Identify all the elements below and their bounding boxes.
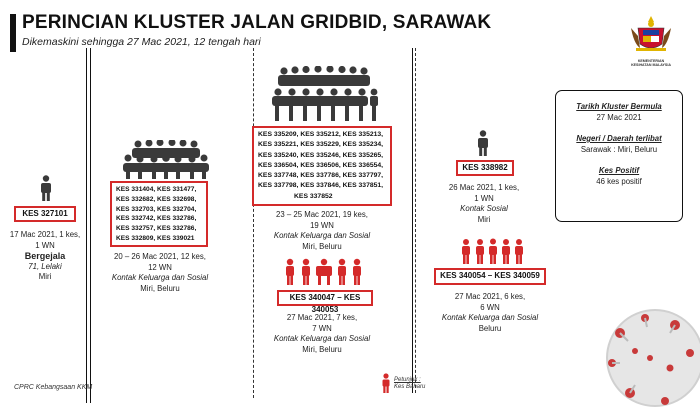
relation: Kontak Keluarga dan Sosial <box>441 313 539 322</box>
case-box-g4 <box>277 290 373 314</box>
case-line: KES 337798, KES 337846, KES 337851, <box>258 182 384 190</box>
relation: Kontak Keluarga dan Sosial <box>111 273 209 282</box>
case-id: KES 327101 <box>22 209 68 218</box>
case-box-g3 <box>252 126 392 206</box>
location: Miri, Beluru <box>140 283 180 293</box>
count-line: 1 WN <box>35 240 55 250</box>
count-line: 1 WN <box>474 193 494 203</box>
case-id: KES 340047 – KES 340053 <box>289 293 361 314</box>
date-line: 26 Mac 2021, 1 kes, <box>448 183 520 192</box>
location: Miri <box>477 214 491 224</box>
case-box-g6 <box>434 268 546 285</box>
person-icon <box>39 175 53 201</box>
page-subtitle: Dikemaskini sehingga 27 Mac 2021, 12 tengah hari <box>22 36 261 48</box>
relation: Kontak Sosial <box>460 204 508 213</box>
relation: Kontak Keluarga dan Sosial <box>273 334 371 343</box>
date-line: 17 Mac 2021, 1 kes, <box>9 230 81 239</box>
positive-cases-label: Kes Positif <box>598 166 640 175</box>
case-line: KES 335209, KES 335212, KES 335213, <box>258 131 384 138</box>
connector-line-1b <box>90 48 91 403</box>
count-line: 6 WN <box>480 302 500 312</box>
connector-line-3 <box>415 48 416 393</box>
case-box-g1 <box>14 206 76 222</box>
location: Beluru <box>478 323 502 333</box>
group-info-g1 <box>2 230 88 283</box>
source-footer: CPRC Kebangsaan KKM <box>14 384 93 391</box>
date-line: 27 Mac 2021, 7 kes, <box>286 313 358 322</box>
logo-text: KEMENTERIAN KESIHATAN MALAYSIA <box>631 59 671 67</box>
case-line: KES 332703, KES 332704, <box>116 205 197 213</box>
legend <box>394 377 444 391</box>
case-line: KES 332742, KES 332786, <box>116 215 197 223</box>
legend-item: Kes Baharu <box>394 384 426 390</box>
location: Miri, Beluru <box>302 344 342 354</box>
location: Miri, Beluru <box>302 241 342 251</box>
location: Miri <box>38 272 52 281</box>
new-cases-crowd-icon <box>284 258 364 286</box>
cluster-summary-box <box>555 90 683 222</box>
legend-title: Petunjuk : <box>394 377 421 383</box>
start-date-label: Tarikh Kluster Bermula <box>576 102 662 111</box>
case-line: KES 331404, KES 331477, <box>116 186 197 193</box>
case-line: KES 335221, KES 335229, KES 335234, <box>258 141 384 149</box>
symptom-status: Bergejala <box>24 251 66 261</box>
case-line: KES 337852 <box>294 192 333 200</box>
case-box-g2 <box>110 181 208 247</box>
connector-line-1 <box>86 48 87 403</box>
case-box-g5 <box>456 160 514 176</box>
case-line: KES 336504, KES 336506, KES 336554, <box>258 161 384 169</box>
group-info-g4 <box>262 313 382 355</box>
count-line: 7 WN <box>312 323 332 333</box>
new-case-legend-icon <box>381 373 391 393</box>
start-date-value: 27 Mac 2021 <box>596 113 642 122</box>
relation: Kontak Keluarga dan Sosial <box>273 231 371 240</box>
group-info-g2 <box>104 252 216 294</box>
case-line: KES 332757, KES 332786, <box>116 225 197 233</box>
page-title: PERINCIAN KLUSTER JALAN GRIDBID, SARAWAK <box>22 12 492 33</box>
new-cases-crowd-icon <box>460 238 526 264</box>
large-crowd-icon <box>268 66 380 124</box>
group-info-g5 <box>438 183 530 225</box>
crowd-icon <box>118 140 214 180</box>
case-id: KES 340054 – KES 340059 <box>440 271 540 280</box>
case-line: KES 335240, KES 335246, KES 335265, <box>258 151 384 159</box>
age-gender: 71, Lelaki <box>28 261 62 271</box>
group-info-g3 <box>262 210 382 252</box>
region-value: Sarawak : Miri, Beluru <box>580 145 658 154</box>
count-line: 19 WN <box>310 220 334 230</box>
connector-line-3b <box>412 48 413 393</box>
coat-of-arms-icon <box>628 14 674 67</box>
date-line: 20 – 26 Mac 2021, 12 kes, <box>114 252 206 261</box>
case-line: KES 332682, KES 332698, <box>116 195 197 203</box>
case-line: KES 337748, KES 337786, KES 337797, <box>258 172 384 180</box>
positive-cases-value: 46 kes positif <box>596 177 642 186</box>
count-line: 12 WN <box>148 262 172 272</box>
case-id: KES 338982 <box>462 163 508 172</box>
region-label: Negeri / Daerah terlibat <box>576 134 662 143</box>
connector-line-2 <box>253 48 254 398</box>
case-line: KES 332809, KES 339021 <box>116 234 195 242</box>
group-info-g6 <box>430 292 550 334</box>
title-accent-bar <box>10 14 16 52</box>
person-icon <box>476 130 490 156</box>
coronavirus-illustration-icon <box>550 263 700 413</box>
date-line: 23 – 25 Mac 2021, 19 kes, <box>276 210 368 219</box>
date-line: 27 Mac 2021, 6 kes, <box>454 292 526 301</box>
